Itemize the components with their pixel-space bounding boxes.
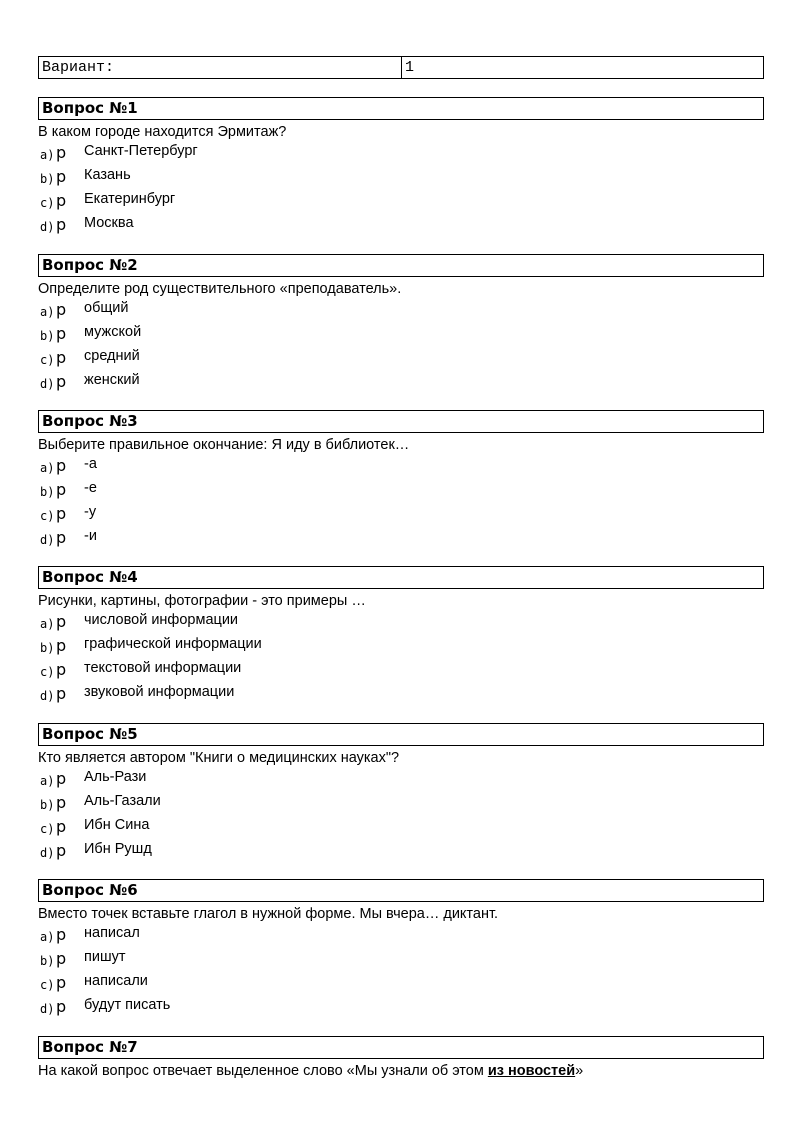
question-text: Выберите правильное окончание: Я иду в библиотек…	[38, 437, 410, 453]
option-letter: b)	[40, 172, 55, 186]
option-letter: a)	[40, 617, 55, 631]
option-text: числовой информации	[84, 612, 239, 628]
answer-option-a[interactable]	[38, 611, 764, 635]
option-letter: d)	[40, 220, 55, 234]
radio-button[interactable]: p	[56, 348, 67, 367]
answer-option-a[interactable]	[38, 142, 764, 166]
question-text	[38, 1061, 764, 1081]
radio-button[interactable]: p	[56, 480, 67, 499]
answer-option-d[interactable]	[38, 214, 764, 238]
option-text: звуковой информации	[84, 684, 235, 700]
radio-button[interactable]: p	[56, 997, 67, 1016]
option-letter: a)	[40, 461, 55, 475]
option-letter: a)	[40, 305, 55, 319]
option-text: -а	[84, 456, 97, 472]
answer-option-b[interactable]	[38, 948, 764, 972]
answer-option-b[interactable]	[38, 635, 764, 659]
option-letter: a)	[40, 930, 55, 944]
radio-button[interactable]: p	[56, 841, 67, 860]
option-text: пишут	[84, 949, 126, 965]
highlighted-word: из новостей	[487, 1063, 576, 1079]
answer-option-d[interactable]	[38, 527, 764, 551]
answer-option-c[interactable]	[38, 972, 764, 996]
answer-option-b[interactable]	[38, 792, 764, 816]
question-5	[38, 723, 764, 864]
question-title: Вопрос №6	[38, 879, 764, 902]
option-letter: c)	[40, 822, 55, 836]
option-letter: b)	[40, 798, 55, 812]
option-text: Санкт-Петербург	[84, 143, 198, 159]
answer-option-a[interactable]	[38, 455, 764, 479]
question-title: Вопрос №3	[38, 410, 764, 433]
question-text: В каком городе находится Эрмитаж?	[38, 124, 287, 140]
option-letter: c)	[40, 978, 55, 992]
radio-button[interactable]: p	[56, 817, 67, 836]
question-7	[38, 1036, 764, 1081]
radio-button[interactable]: p	[56, 925, 67, 944]
radio-button[interactable]: p	[56, 372, 67, 391]
option-letter: b)	[40, 641, 55, 655]
option-letter: c)	[40, 353, 55, 367]
question-6	[38, 879, 764, 1020]
question-text: Рисунки, картины, фотографии - это примеры …	[38, 593, 366, 609]
option-text: женский	[84, 372, 140, 388]
option-text: Екатеринбург	[84, 191, 176, 207]
answer-option-b[interactable]	[38, 166, 764, 190]
question-2	[38, 254, 764, 395]
option-letter: c)	[40, 509, 55, 523]
radio-button[interactable]: p	[56, 769, 67, 788]
radio-button[interactable]: p	[56, 949, 67, 968]
radio-button[interactable]: p	[56, 528, 67, 547]
option-text: Аль-Газали	[84, 793, 161, 809]
option-text: Казань	[84, 167, 131, 183]
radio-button[interactable]: p	[56, 973, 67, 992]
answer-option-d[interactable]	[38, 996, 764, 1020]
question-title: Вопрос №2	[38, 254, 764, 277]
answer-option-d[interactable]	[38, 840, 764, 864]
option-text: -у	[84, 504, 97, 520]
variant-table	[38, 56, 764, 79]
radio-button[interactable]: p	[56, 456, 67, 475]
option-letter: d)	[40, 846, 55, 860]
option-letter: c)	[40, 665, 55, 679]
option-text: мужской	[84, 324, 142, 340]
option-text: Аль-Рази	[84, 769, 147, 785]
question-text-end: »	[575, 1063, 584, 1079]
option-letter: a)	[40, 148, 55, 162]
option-text: -и	[84, 528, 97, 544]
option-letter: b)	[40, 954, 55, 968]
option-text: Москва	[84, 215, 134, 231]
option-text: написали	[84, 973, 148, 989]
option-text: текстовой информации	[84, 660, 242, 676]
option-text: Ибн Сина	[84, 817, 150, 833]
option-letter: d)	[40, 1002, 55, 1016]
radio-button[interactable]: p	[56, 504, 67, 523]
radio-button[interactable]: p	[56, 324, 67, 343]
answer-option-a[interactable]	[38, 924, 764, 948]
radio-button[interactable]: p	[56, 636, 67, 655]
answer-option-c[interactable]	[38, 816, 764, 840]
question-text: Определите род существительного «преподаватель».	[38, 281, 402, 297]
radio-button[interactable]: p	[56, 612, 67, 631]
radio-button[interactable]: p	[56, 143, 67, 162]
option-text: средний	[84, 348, 140, 364]
radio-button[interactable]: p	[56, 684, 67, 703]
answer-option-c[interactable]	[38, 659, 764, 683]
option-letter: d)	[40, 533, 55, 547]
radio-button[interactable]: p	[56, 793, 67, 812]
option-text: -е	[84, 480, 97, 496]
option-text: Ибн Рушд	[84, 841, 152, 857]
radio-button[interactable]: p	[56, 660, 67, 679]
radio-button[interactable]: p	[56, 167, 67, 186]
radio-button[interactable]: p	[56, 300, 67, 319]
question-text: Вместо точек вставьте глагол в нужной форме. Мы вчера… диктант.	[38, 906, 499, 922]
radio-button[interactable]: p	[56, 191, 67, 210]
option-letter: d)	[40, 689, 55, 703]
option-letter: b)	[40, 485, 55, 499]
variant-label: Вариант:	[39, 57, 402, 78]
option-letter: c)	[40, 196, 55, 210]
radio-button[interactable]: p	[56, 215, 67, 234]
option-letter: a)	[40, 774, 55, 788]
answer-option-d[interactable]	[38, 371, 764, 395]
answer-option-a[interactable]	[38, 768, 764, 792]
option-text: общий	[84, 300, 129, 316]
option-text: графической информации	[84, 636, 262, 652]
answer-option-c[interactable]	[38, 347, 764, 371]
question-title: Вопрос №1	[38, 97, 764, 120]
question-3	[38, 410, 764, 551]
question-title: Вопрос №4	[38, 566, 764, 589]
answer-option-b[interactable]	[38, 479, 764, 503]
question-title: Вопрос №5	[38, 723, 764, 746]
question-text-start: На какой вопрос отвечает выделенное слово «Мы узнали об этом	[38, 1063, 488, 1079]
option-text: написал	[84, 925, 140, 941]
answer-option-a[interactable]	[38, 299, 764, 323]
answer-option-c[interactable]	[38, 503, 764, 527]
option-letter: b)	[40, 329, 55, 343]
answer-option-c[interactable]	[38, 190, 764, 214]
answer-option-d[interactable]	[38, 683, 764, 707]
option-text: будут писать	[84, 997, 171, 1013]
question-text: Кто является автором "Книги о медицинских науках"?	[38, 750, 400, 766]
answer-option-b[interactable]	[38, 323, 764, 347]
question-1	[38, 97, 764, 238]
variant-value: 1	[405, 59, 415, 76]
option-letter: d)	[40, 377, 55, 391]
question-4	[38, 566, 764, 707]
question-title: Вопрос №7	[38, 1036, 764, 1059]
